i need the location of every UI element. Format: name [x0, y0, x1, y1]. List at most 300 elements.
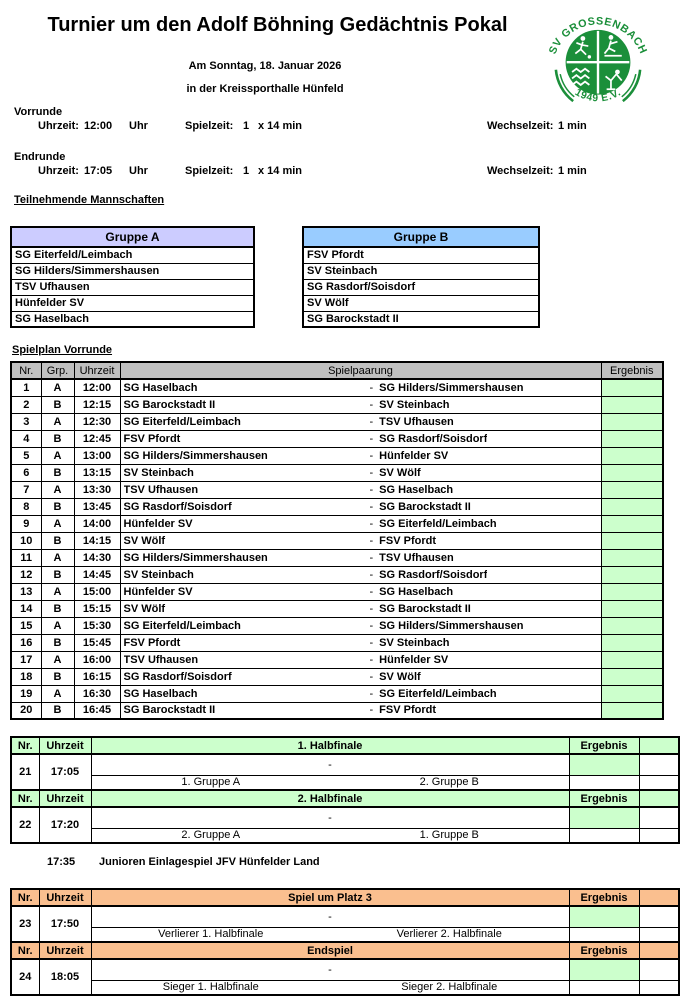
- col-nr: Nr.: [11, 362, 41, 379]
- match-group: B: [41, 464, 74, 481]
- finale-table: [10, 888, 680, 996]
- group-a-table: [10, 226, 255, 328]
- home-team: SV Steinbach: [123, 466, 194, 479]
- ko-labels-wrap: [92, 928, 569, 940]
- schedule-heading: Spielplan Vorrunde: [12, 344, 113, 356]
- match-time: 12:45: [74, 430, 120, 447]
- ko-labels-cell: [91, 828, 569, 843]
- ko-extra-bottom-cell: [639, 927, 679, 942]
- page-title: Turnier um den Adolf Böhning Gedächtnis Pokal: [47, 14, 508, 36]
- pairing-separator: -: [369, 500, 374, 513]
- pairing-separator: -: [369, 585, 374, 598]
- ko-match-time: 18:05: [39, 959, 91, 995]
- logo-top-text: SV GROSSENBACH: [546, 15, 650, 57]
- ko-match-row-top: [11, 906, 679, 927]
- pairing-wrap: [124, 552, 601, 564]
- ko-col-uhrzeit: Uhrzeit: [39, 737, 91, 754]
- team-name: SG Hilders/Simmershausen: [11, 263, 254, 279]
- home-team: FSV Pfordt: [123, 636, 181, 649]
- match-time: 16:45: [74, 702, 120, 719]
- start-time-value: 17:05: [84, 165, 113, 177]
- spielzeit-duration: x 14 min: [258, 120, 303, 132]
- match-time: 16:00: [74, 651, 120, 668]
- match-group: A: [41, 685, 74, 702]
- ko-match-nr: 22: [11, 807, 39, 843]
- spielzeit-count: 1: [243, 120, 250, 132]
- ko-pairing-separator: -: [91, 959, 569, 980]
- pairing-separator: -: [369, 415, 374, 428]
- away-team: SG Barockstadt II: [379, 602, 471, 615]
- team-name: SG Rasdorf/Soisdorf: [303, 279, 539, 295]
- match-group: B: [41, 702, 74, 719]
- match-time: 12:15: [74, 396, 120, 413]
- pairing-separator: -: [369, 687, 374, 700]
- result-cell: [601, 515, 663, 532]
- match-group: B: [41, 668, 74, 685]
- uhrzeit-label: Uhrzeit:: [38, 165, 79, 177]
- pairing-wrap: [124, 518, 601, 530]
- away-team: SV Steinbach: [379, 398, 450, 411]
- away-team: SG Hilders/Simmershausen: [379, 381, 524, 394]
- home-team: SV Steinbach: [123, 568, 194, 581]
- group-team-row: [303, 263, 539, 279]
- ko-match-row-bottom: [11, 980, 679, 995]
- match-nr: 14: [11, 600, 41, 617]
- ko-match-time: 17:50: [39, 906, 91, 942]
- match-pairing: [120, 396, 601, 413]
- ko-result-cell: [569, 754, 639, 775]
- pairing-separator: -: [369, 653, 374, 666]
- team-name: TSV Ufhausen: [11, 279, 254, 295]
- col-ergebnis: Ergebnis: [601, 362, 663, 379]
- interlude-time: 17:35: [47, 856, 76, 868]
- pairing-wrap: [124, 704, 601, 716]
- match-nr: 17: [11, 651, 41, 668]
- spielzeit-label: Spielzeit:: [185, 165, 234, 177]
- match-nr: 19: [11, 685, 41, 702]
- ko-match-row-top: [11, 754, 679, 775]
- ko-match-row-bottom: [11, 828, 679, 843]
- result-cell: [601, 634, 663, 651]
- ko-match-time: 17:05: [39, 754, 91, 790]
- match-time: 13:30: [74, 481, 120, 498]
- schedule-match-row: [11, 532, 663, 549]
- match-time: 13:45: [74, 498, 120, 515]
- home-team: Hünfelder SV: [123, 585, 193, 598]
- ko-match-time: 17:20: [39, 807, 91, 843]
- group-team-row: [11, 311, 254, 327]
- pairing-separator: -: [369, 398, 374, 411]
- group-b-table: [302, 226, 540, 328]
- ko-col-ergebnis: Ergebnis: [569, 737, 639, 754]
- home-team: SG Rasdorf/Soisdorf: [123, 670, 232, 683]
- match-nr: 11: [11, 549, 41, 566]
- schedule-match-row: [11, 464, 663, 481]
- match-pairing: [120, 379, 601, 396]
- match-time: 16:15: [74, 668, 120, 685]
- ko-title: 2. Halbfinale: [91, 790, 569, 807]
- result-cell: [601, 566, 663, 583]
- pairing-wrap: [124, 399, 601, 411]
- schedule-match-row: [11, 413, 663, 430]
- schedule-match-row: [11, 498, 663, 515]
- home-team: SG Eiterfeld/Leimbach: [123, 619, 241, 632]
- schedule-match-row: [11, 685, 663, 702]
- match-time: 15:45: [74, 634, 120, 651]
- schedule-match-row: [11, 430, 663, 447]
- ko-title: Spiel um Platz 3: [91, 889, 569, 906]
- match-pairing: [120, 702, 601, 719]
- home-team: TSV Ufhausen: [123, 653, 199, 666]
- ko-extra-bottom-cell: [639, 775, 679, 790]
- match-pairing: [120, 430, 601, 447]
- result-cell: [601, 685, 663, 702]
- pairing-wrap: [124, 450, 601, 462]
- match-pairing: [120, 515, 601, 532]
- interlude-line: [0, 856, 682, 870]
- schedule-table: [10, 361, 664, 720]
- match-time: 15:15: [74, 600, 120, 617]
- group-team-row: [11, 247, 254, 263]
- schedule-match-row: [11, 651, 663, 668]
- pairing-separator: -: [369, 619, 374, 632]
- ko-labels-cell: [91, 927, 569, 942]
- wechselzeit-value: 1 min: [558, 165, 587, 177]
- match-time: 14:45: [74, 566, 120, 583]
- spielzeit-duration: x 14 min: [258, 165, 303, 177]
- group-team-row: [303, 295, 539, 311]
- match-nr: 15: [11, 617, 41, 634]
- ko-result-bottom-cell: [569, 927, 639, 942]
- ko-col-ergebnis: Ergebnis: [569, 790, 639, 807]
- pairing-wrap: [124, 382, 601, 394]
- schedule-match-row: [11, 566, 663, 583]
- home-team: SV Wölf: [123, 534, 166, 547]
- pairing-separator: -: [369, 568, 374, 581]
- schedule-match-row: [11, 600, 663, 617]
- round-name-endrunde: Endrunde: [14, 151, 66, 163]
- result-cell: [601, 481, 663, 498]
- match-pairing: [120, 464, 601, 481]
- ko-away-label: 1. Gruppe B: [419, 829, 479, 842]
- team-name: SG Haselbach: [11, 311, 254, 327]
- result-cell: [601, 600, 663, 617]
- ko-header-row: [11, 889, 679, 906]
- away-team: SG Eiterfeld/Leimbach: [379, 517, 497, 530]
- match-nr: 1: [11, 379, 41, 396]
- match-group: A: [41, 379, 74, 396]
- ko-match-row-top: [11, 959, 679, 980]
- start-time-value: 12:00: [84, 120, 113, 132]
- home-team: SG Rasdorf/Soisdorf: [123, 500, 232, 513]
- pairing-separator: -: [369, 381, 374, 394]
- away-team: FSV Pfordt: [379, 534, 437, 547]
- team-name: SG Eiterfeld/Leimbach: [11, 247, 254, 263]
- schedule-match-row: [11, 583, 663, 600]
- match-nr: 6: [11, 464, 41, 481]
- group-a-title: Gruppe A: [11, 227, 254, 247]
- team-name: SV Steinbach: [303, 263, 539, 279]
- ko-col-nr: Nr.: [11, 790, 39, 807]
- ko-match-row-bottom: [11, 927, 679, 942]
- match-group: A: [41, 447, 74, 464]
- ko-title: Endspiel: [91, 942, 569, 959]
- ko-extra-cell: [639, 906, 679, 927]
- ko-header-row: [11, 942, 679, 959]
- away-team: SG Rasdorf/Soisdorf: [379, 432, 488, 445]
- col-grp: Grp.: [41, 362, 74, 379]
- match-group: A: [41, 651, 74, 668]
- ko-col-extra: [639, 942, 679, 959]
- ko-extra-bottom-cell: [639, 828, 679, 843]
- ko-labels-wrap: [92, 776, 569, 788]
- home-team: TSV Ufhausen: [123, 483, 199, 496]
- pairing-separator: -: [369, 636, 374, 649]
- match-time: 13:00: [74, 447, 120, 464]
- ko-home-label: 1. Gruppe A: [181, 776, 241, 789]
- ko-match-row-bottom: [11, 775, 679, 790]
- match-group: B: [41, 430, 74, 447]
- ko-match-nr: 21: [11, 754, 39, 790]
- schedule-match-row: [11, 481, 663, 498]
- group-team-row: [303, 311, 539, 327]
- match-time: 14:00: [74, 515, 120, 532]
- ko-match-nr: 23: [11, 906, 39, 942]
- pairing-separator: -: [369, 704, 374, 717]
- pairing-separator: -: [369, 670, 374, 683]
- ko-pairing-separator: -: [91, 807, 569, 828]
- uhr-unit: Uhr: [129, 165, 148, 177]
- team-name: Hünfelder SV: [11, 295, 254, 311]
- teams-heading: Teilnehmende Mannschaften: [14, 194, 165, 206]
- match-nr: 4: [11, 430, 41, 447]
- ko-away-label: Sieger 2. Halbfinale: [401, 981, 498, 994]
- uhrzeit-label: Uhrzeit:: [38, 120, 79, 132]
- schedule-match-row: [11, 634, 663, 651]
- match-pairing: [120, 413, 601, 430]
- match-nr: 7: [11, 481, 41, 498]
- ko-away-label: 2. Gruppe B: [419, 776, 479, 789]
- ko-extra-bottom-cell: [639, 980, 679, 995]
- ko-labels-cell: [91, 775, 569, 790]
- uhr-unit: Uhr: [129, 120, 148, 132]
- match-pairing: [120, 447, 601, 464]
- schedule-match-row: [11, 668, 663, 685]
- ko-labels-cell: [91, 980, 569, 995]
- match-group: B: [41, 396, 74, 413]
- away-team: SV Steinbach: [379, 636, 450, 649]
- away-team: TSV Ufhausen: [379, 415, 454, 428]
- result-cell: [601, 430, 663, 447]
- match-pairing: [120, 685, 601, 702]
- result-cell: [601, 702, 663, 719]
- away-team: TSV Ufhausen: [379, 551, 454, 564]
- away-team: Hünfelder SV: [379, 653, 449, 666]
- pairing-wrap: [124, 416, 601, 428]
- away-team: SV Wölf: [379, 466, 421, 479]
- ko-header-row: [11, 790, 679, 807]
- home-team: FSV Pfordt: [123, 432, 181, 445]
- match-pairing: [120, 549, 601, 566]
- match-pairing: [120, 651, 601, 668]
- result-cell: [601, 549, 663, 566]
- match-pairing: [120, 481, 601, 498]
- result-cell: [601, 498, 663, 515]
- interlude-text: Junioren Einlagespiel JFV Hünfelder Land: [99, 856, 320, 868]
- col-uhrzeit: Uhrzeit: [74, 362, 120, 379]
- ko-col-nr: Nr.: [11, 737, 39, 754]
- pairing-separator: -: [369, 517, 374, 530]
- ko-extra-cell: [639, 807, 679, 828]
- match-pairing: [120, 498, 601, 515]
- match-time: 15:00: [74, 583, 120, 600]
- result-cell: [601, 617, 663, 634]
- pairing-separator: -: [369, 466, 374, 479]
- pairing-separator: -: [369, 449, 374, 462]
- match-pairing: [120, 634, 601, 651]
- ko-home-label: Sieger 1. Halbfinale: [162, 981, 259, 994]
- pairing-wrap: [124, 654, 601, 666]
- pairing-separator: -: [369, 483, 374, 496]
- match-nr: 8: [11, 498, 41, 515]
- match-group: B: [41, 600, 74, 617]
- group-header-row: [11, 227, 254, 247]
- pairing-wrap: [124, 688, 601, 700]
- ko-result-cell: [569, 906, 639, 927]
- match-time: 14:15: [74, 532, 120, 549]
- match-pairing: [120, 583, 601, 600]
- ko-col-nr: Nr.: [11, 942, 39, 959]
- away-team: SV Wölf: [379, 670, 421, 683]
- ko-col-extra: [639, 737, 679, 754]
- ko-pairing-separator: -: [91, 754, 569, 775]
- pairing-wrap: [124, 620, 601, 632]
- group-team-row: [11, 279, 254, 295]
- group-team-row: [303, 247, 539, 263]
- result-cell: [601, 651, 663, 668]
- match-nr: 3: [11, 413, 41, 430]
- pairing-wrap: [124, 433, 601, 445]
- spielzeit-label: Spielzeit:: [185, 120, 234, 132]
- ko-match-row-top: [11, 807, 679, 828]
- match-group: A: [41, 583, 74, 600]
- match-nr: 12: [11, 566, 41, 583]
- ko-pairing-separator: -: [91, 906, 569, 927]
- schedule-match-row: [11, 515, 663, 532]
- away-team: SG Haselbach: [379, 585, 454, 598]
- match-pairing: [120, 532, 601, 549]
- event-venue: in der Kreissporthalle Hünfeld: [186, 83, 344, 95]
- match-time: 12:30: [74, 413, 120, 430]
- schedule-match-row: [11, 396, 663, 413]
- team-name: SV Wölf: [303, 295, 539, 311]
- match-pairing: [120, 668, 601, 685]
- home-team: SG Eiterfeld/Leimbach: [123, 415, 241, 428]
- result-cell: [601, 668, 663, 685]
- match-time: 15:30: [74, 617, 120, 634]
- match-nr: 9: [11, 515, 41, 532]
- match-group: A: [41, 481, 74, 498]
- wechselzeit-label: Wechselzeit:: [487, 165, 554, 177]
- match-group: B: [41, 634, 74, 651]
- result-cell: [601, 447, 663, 464]
- club-logo-icon: [543, 5, 653, 113]
- home-team: SG Barockstadt II: [123, 398, 216, 411]
- match-group: B: [41, 532, 74, 549]
- away-team: SG Eiterfeld/Leimbach: [379, 687, 497, 700]
- group-team-row: [11, 263, 254, 279]
- match-nr: 18: [11, 668, 41, 685]
- home-team: Hünfelder SV: [123, 517, 193, 530]
- schedule-match-row: [11, 617, 663, 634]
- match-group: B: [41, 498, 74, 515]
- pairing-wrap: [124, 637, 601, 649]
- pairing-separator: -: [369, 551, 374, 564]
- wechselzeit-value: 1 min: [558, 120, 587, 132]
- away-team: SG Haselbach: [379, 483, 454, 496]
- away-team: SG Rasdorf/Soisdorf: [379, 568, 488, 581]
- match-time: 16:30: [74, 685, 120, 702]
- ko-title: 1. Halbfinale: [91, 737, 569, 754]
- round-name-vorrunde: Vorrunde: [14, 106, 63, 118]
- pairing-wrap: [124, 467, 601, 479]
- match-time: 14:30: [74, 549, 120, 566]
- ko-result-bottom-cell: [569, 980, 639, 995]
- spielzeit-count: 1: [243, 165, 250, 177]
- ko-match-nr: 24: [11, 959, 39, 995]
- ko-header-row: [11, 737, 679, 754]
- team-name: FSV Pfordt: [303, 247, 539, 263]
- ko-col-uhrzeit: Uhrzeit: [39, 790, 91, 807]
- ko-labels-wrap: [92, 981, 569, 993]
- ko-col-ergebnis: Ergebnis: [569, 889, 639, 906]
- match-nr: 16: [11, 634, 41, 651]
- result-cell: [601, 583, 663, 600]
- group-team-row: [11, 295, 254, 311]
- group-header-row: [303, 227, 539, 247]
- ko-result-cell: [569, 807, 639, 828]
- match-group: A: [41, 549, 74, 566]
- away-team: SG Barockstadt II: [379, 500, 471, 513]
- pairing-wrap: [124, 603, 601, 615]
- event-date: Am Sonntag, 18. Januar 2026: [188, 60, 342, 72]
- schedule-match-row: [11, 549, 663, 566]
- match-time: 13:15: [74, 464, 120, 481]
- result-cell: [601, 379, 663, 396]
- pairing-wrap: [124, 535, 601, 547]
- ko-col-ergebnis: Ergebnis: [569, 942, 639, 959]
- schedule-header-row: [11, 362, 663, 379]
- team-name: SG Barockstadt II: [303, 311, 539, 327]
- match-pairing: [120, 617, 601, 634]
- ko-result-cell: [569, 959, 639, 980]
- result-cell: [601, 413, 663, 430]
- pairing-separator: -: [369, 602, 374, 615]
- ko-col-extra: [639, 889, 679, 906]
- result-cell: [601, 464, 663, 481]
- ko-home-label: 2. Gruppe A: [181, 829, 241, 842]
- match-nr: 2: [11, 396, 41, 413]
- away-team: Hünfelder SV: [379, 449, 449, 462]
- pairing-wrap: [124, 484, 601, 496]
- match-group: B: [41, 566, 74, 583]
- group-team-row: [303, 279, 539, 295]
- ko-away-label: Verlierer 2. Halbfinale: [396, 928, 502, 941]
- wechselzeit-label: Wechselzeit:: [487, 120, 554, 132]
- home-team: SG Haselbach: [123, 687, 198, 700]
- home-team: SG Hilders/Simmershausen: [123, 449, 268, 462]
- match-nr: 5: [11, 447, 41, 464]
